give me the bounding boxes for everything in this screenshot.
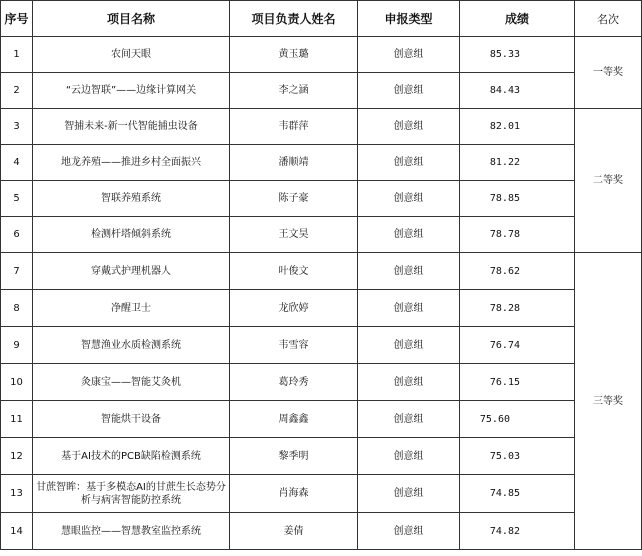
row-project-name: 穿戴式护理机器人 [33,253,230,290]
row-leader-name: 姜倩 [230,513,358,550]
table-row [1,401,642,438]
row-score: 74.85 [460,475,575,513]
row-score: 78.78 [460,217,575,253]
row-application-type: 创意组 [358,73,460,109]
row-project-name: 农间天眼 [33,37,230,73]
row-leader-name: 潘顺靖 [230,145,358,181]
header-rank: 名次 [575,1,642,37]
row-leader-name: 黄玉璐 [230,37,358,73]
row-score: 78.85 [460,181,575,217]
header-project-name: 项目名称 [33,1,230,37]
row-project-name: 智能烘干设备 [33,401,230,438]
row-project-name: 灸康宝——智能艾灸机 [33,364,230,401]
row-index: 9 [1,327,33,364]
row-index: 11 [1,401,33,438]
row-project-name: “云边智联”——边缘计算网关 [33,73,230,109]
row-project-name: 慧眼监控——智慧教室监控系统 [33,513,230,550]
row-leader-name: 王文昊 [230,217,358,253]
row-application-type: 创意组 [358,513,460,550]
table-row [1,181,642,217]
rank-first-prize: 一等奖 [575,37,642,109]
row-index: 1 [1,37,33,73]
row-index: 8 [1,290,33,327]
row-application-type: 创意组 [358,401,460,438]
table-row [1,327,642,364]
row-project-name: 地龙养殖——推进乡村全面振兴 [33,145,230,181]
row-leader-name: 龙欣婷 [230,290,358,327]
row-score: 75.03 [460,438,575,475]
row-application-type: 创意组 [358,290,460,327]
table-row [1,109,642,145]
row-score: 84.43 [460,73,575,109]
row-application-type: 创意组 [358,364,460,401]
row-index: 12 [1,438,33,475]
row-application-type: 创意组 [358,217,460,253]
row-score: 81.22 [460,145,575,181]
table-row [1,73,642,109]
header-index: 序号 [1,1,33,37]
row-application-type: 创意组 [358,438,460,475]
row-project-name: 基于AI技术的PCB缺陷检测系统 [33,438,230,475]
header-leader-name: 项目负责人姓名 [230,1,358,37]
row-index: 14 [1,513,33,550]
row-application-type: 创意组 [358,145,460,181]
row-leader-name: 叶俊文 [230,253,358,290]
rank-third-prize: 三等奖 [575,253,642,550]
table-row [1,438,642,475]
row-score: 75.60 [460,401,575,438]
row-score: 78.28 [460,290,575,327]
row-project-name: 智捕未来-新一代智能捕虫设备 [33,109,230,145]
header-row [1,1,642,37]
row-leader-name: 周鑫鑫 [230,401,358,438]
table-row [1,37,642,73]
table-row [1,475,642,513]
row-score: 78.62 [460,253,575,290]
header-application-type: 申报类型 [358,1,460,37]
row-score: 82.01 [460,109,575,145]
row-application-type: 创意组 [358,109,460,145]
row-index: 13 [1,475,33,513]
row-project-name: 甘蔗智眸：基于多模态AI的甘蔗生长态势分析与病害智能防控系统 [33,475,230,513]
row-application-type: 创意组 [358,37,460,73]
row-leader-name: 韦雪容 [230,327,358,364]
row-leader-name: 葛玲秀 [230,364,358,401]
row-application-type: 创意组 [358,253,460,290]
row-score: 74.82 [460,513,575,550]
table-row [1,513,642,550]
row-score: 76.74 [460,327,575,364]
row-leader-name: 肖海森 [230,475,358,513]
row-application-type: 创意组 [358,181,460,217]
row-project-name: 净醒卫士 [33,290,230,327]
row-index: 4 [1,145,33,181]
rank-second-prize: 二等奖 [575,109,642,253]
row-application-type: 创意组 [358,475,460,513]
row-project-name: 智慧渔业水质检测系统 [33,327,230,364]
row-index: 5 [1,181,33,217]
row-index: 10 [1,364,33,401]
row-project-name: 检测杆塔倾斜系统 [33,217,230,253]
row-leader-name: 韦群萍 [230,109,358,145]
table-row [1,253,642,290]
table-row [1,217,642,253]
row-score: 76.15 [460,364,575,401]
row-application-type: 创意组 [358,327,460,364]
row-leader-name: 黎季明 [230,438,358,475]
row-index: 7 [1,253,33,290]
row-leader-name: 李之涵 [230,73,358,109]
row-project-name: 智联养殖系统 [33,181,230,217]
table-row [1,290,642,327]
header-score: 成绩 [460,1,575,37]
row-index: 3 [1,109,33,145]
table-row [1,364,642,401]
row-leader-name: 陈子豪 [230,181,358,217]
row-score: 85.33 [460,37,575,73]
row-index: 6 [1,217,33,253]
table-row [1,145,642,181]
row-index: 2 [1,73,33,109]
